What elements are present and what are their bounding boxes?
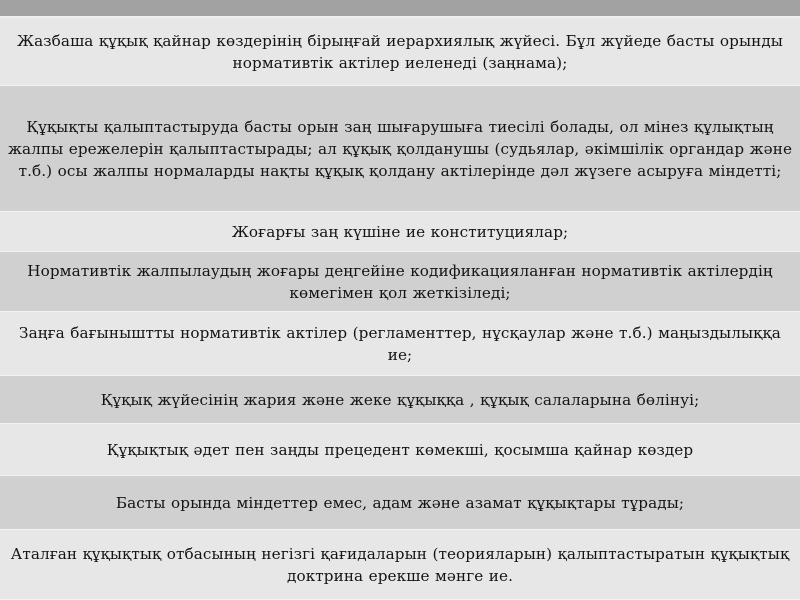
table-row [0, 18, 800, 86]
table-cell-text: Құқықты қалыптастыруда басты орын заң шығарушыға тиесілі болады, ол мінез құлықтың жалпы ережелерін қалыптастырады; ал құқық қолданушы (судьялар, әкімшілік органдар және т.б.) осы жалпы нормаларды нақты құқық қолдану актілерінде дәл жүзеге асыруға міндетті; [7, 117, 793, 180]
table-cell-text: Нормативтік жалпылаудың жоғары деңгейіне кодификацияланған нормативтік актілердің көмегімен қол жеткізіледі; [27, 261, 773, 302]
table-row [0, 312, 800, 376]
table-header-band [0, 0, 800, 18]
table-cell-text: Жоғарғы заң күшіне ие конституциялар; [231, 222, 569, 241]
table-row [0, 252, 800, 312]
table-row [0, 376, 800, 424]
table-row [0, 86, 800, 212]
table-row [0, 424, 800, 476]
table-row [0, 476, 800, 530]
table-cell-text: Басты орында міндеттер емес, адам және азамат құқықтары тұрады; [115, 493, 685, 512]
table-cell-text: Құқық жүйесінің жария және жеке құқыққа , құқық салаларына бөлінуі; [100, 390, 700, 409]
table-cell-text: Аталған құқықтық отбасының негізгі қағидаларын (теорияларын) қалыптастыратын құқықтық доктрина ерекше мәнге ие. [10, 544, 790, 585]
table-cell-text: Жазбаша құқық қайнар көздерінің бірыңғай иерархиялық жүйесі. Бұл жүйеде басты орынды нормативтік актілер иеленеді (заңнама); [16, 31, 783, 72]
table-cell-text: Заңға бағыныштты нормативтік актілер (регламенттер, нұсқаулар және т.б.) маңыздылыққа ие; [19, 323, 781, 364]
table-cell-text: Құқықтық әдет пен заңды прецедент көмекші, қосымша қайнар көздер [106, 440, 694, 459]
table-row [0, 530, 800, 600]
table-row [0, 212, 800, 252]
